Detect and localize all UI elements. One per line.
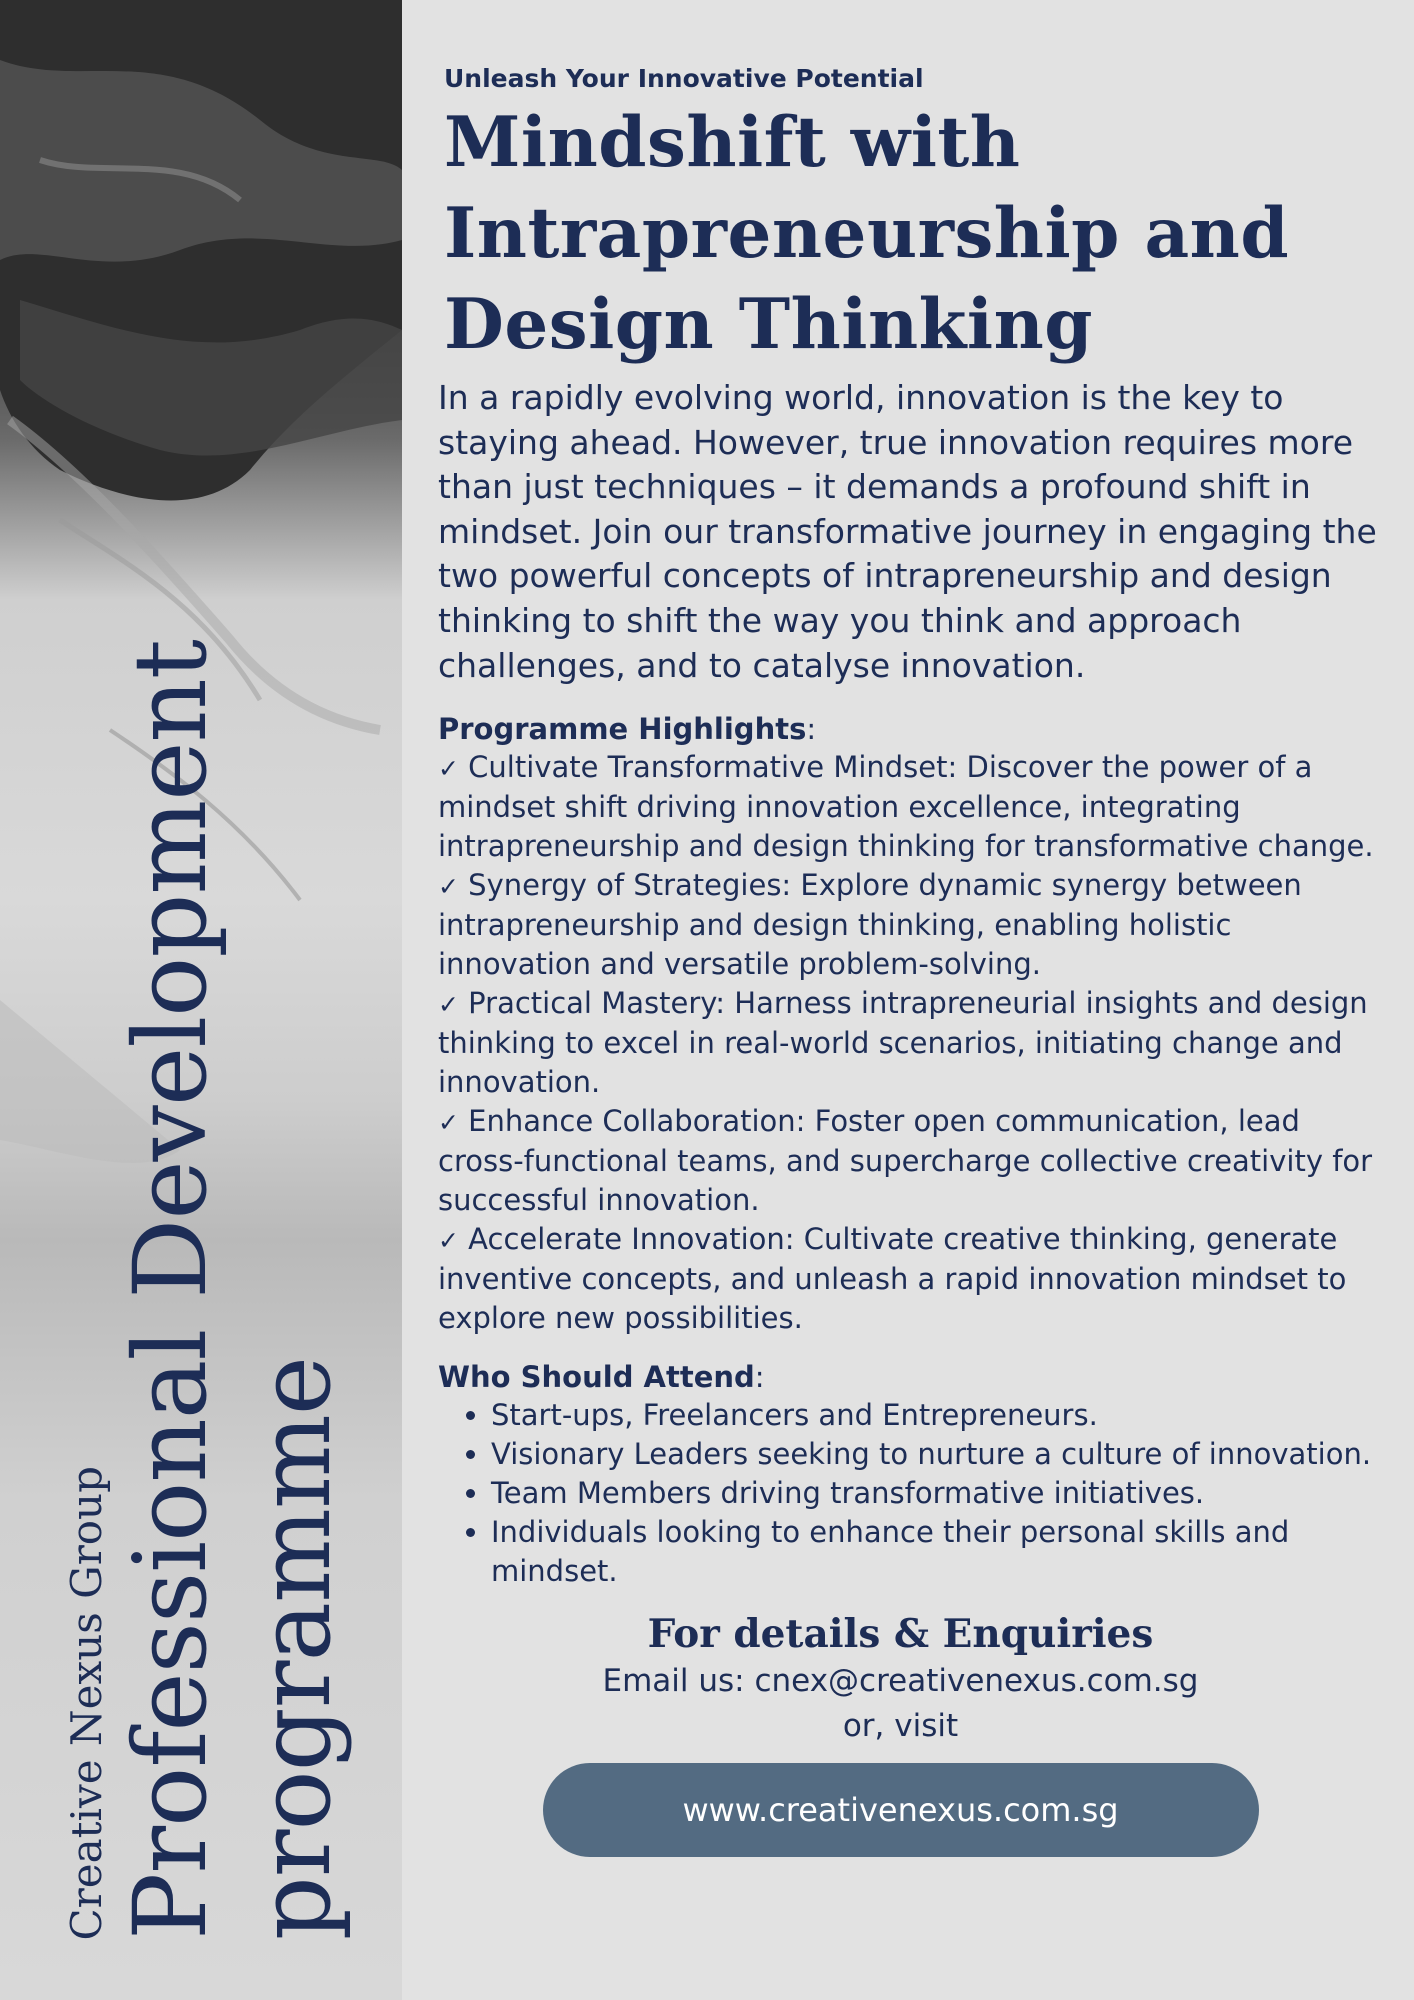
list-item: • Start-ups, Freelancers and Entrepreneurs. [491, 1396, 1383, 1435]
page-title: Mindshift with Intrapreneurship and Design Thinking [444, 102, 1290, 365]
tagline: Unleash Your Innovative Potential [444, 64, 924, 93]
highlight-item: ✓ Synergy of Strategies: Explore dynamic synergy between intrapreneurship and design thinking, enabling holistic innovation and versatile problem-solving. [438, 868, 1302, 982]
check-icon: ✓ [438, 754, 459, 784]
highlight-item: ✓ Enhance Collaboration: Foster open communication, lead cross-functional teams, and supercharge collective creativity for successful innovation. [438, 1104, 1373, 1218]
list-item: • Visionary Leaders seeking to nurture a culture of innovation. [491, 1435, 1383, 1474]
contact-section [418, 1609, 1383, 1857]
list-item: • Team Members driving transformative initiatives. [491, 1474, 1383, 1513]
attend-heading: Who Should Attend: [438, 1360, 765, 1395]
check-icon: ✓ [438, 990, 459, 1020]
intro-paragraph: In a rapidly evolving world, innovation is the key to staying ahead. However, true innovation requires more than just techniques – it demands a profound shift in mindset. Join our transformative journey in engaging the two powerful concepts of intrapreneurship and design thinking to shift the way you think and approach challenges, and to catalyse innovation. [438, 378, 1377, 685]
highlight-item: ✓ Accelerate Innovation: Cultivate creative thinking, generate inventive concepts, and unleash a rapid innovation mindset to explore new possibilities. [438, 1222, 1347, 1336]
highlight-item: ✓ Practical Mastery: Harness intrapreneurial insights and design thinking to excel in real-world scenarios, initiating change and innovation. [438, 986, 1368, 1100]
check-icon: ✓ [438, 872, 459, 902]
sidebar-artwork [0, 0, 402, 2000]
list-item: • Individuals looking to enhance their personal skills and mindset. [491, 1513, 1383, 1591]
organization-name: Creative Nexus Group [62, 1465, 111, 1940]
main-content [438, 64, 1383, 1857]
programme-type-line2: programme [236, 1356, 353, 1940]
check-icon: ✓ [438, 1226, 459, 1256]
or-visit-text: or, visit [842, 1708, 959, 1745]
programme-type-line1: Professional Development [112, 640, 229, 1940]
highlights-list [438, 748, 1383, 1338]
attend-list [438, 1396, 1383, 1591]
website-button[interactable]: www.creativenexus.com.sg [543, 1763, 1259, 1857]
email-line[interactable]: Email us: cnex@creativenexus.com.sg [602, 1663, 1199, 1700]
check-icon: ✓ [438, 1108, 459, 1138]
contact-title: For details & Enquiries [647, 1611, 1154, 1658]
highlight-item: ✓ Cultivate Transformative Mindset: Discover the power of a mindset shift driving innovation excellence, integrating intrapreneurship and design thinking for transformative change. [438, 750, 1374, 864]
highlights-heading: Programme Highlights: [438, 712, 817, 747]
